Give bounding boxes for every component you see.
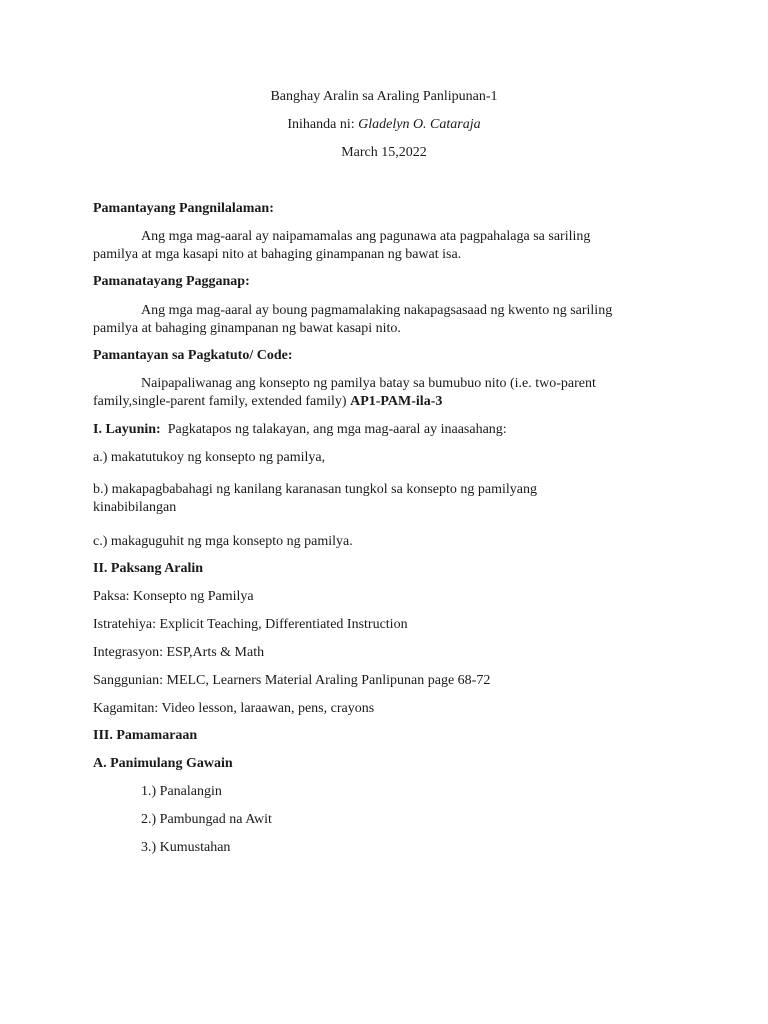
objectives-line — [93, 421, 507, 438]
competency-line2 — [93, 393, 442, 410]
objective-a: a.) makatutukoy ng konsepto ng pamilya, — [93, 450, 326, 465]
procedure-heading: III. Pamamaraan — [93, 728, 198, 743]
subject-materials: Kagamitan: Video lesson, laraawan, pens, crayons — [93, 701, 375, 716]
subject-topic: Paksa: Konsepto ng Pamilya — [93, 589, 254, 604]
competency-line1: Naipapaliwanag ang konsepto ng pamilya batay sa bumubuo nito (i.e. two-parent — [141, 376, 596, 391]
performance-standard-line1: Ang mga mag-aaral ay boung pagmamalaking nakapagsasaad ng kwento ng sariling — [141, 303, 613, 318]
objective-b-line2: kinabibilangan — [93, 500, 177, 515]
procedure-subheading: A. Panimulang Gawain — [93, 756, 233, 771]
subject-matter-heading: II. Paksang Aralin — [93, 561, 204, 576]
objective-c: c.) makaguguhit ng mga konsepto ng pamilya. — [93, 534, 353, 549]
subject-references: Sanggunian: MELC, Learners Material Araling Panlipunan page 68-72 — [93, 673, 491, 688]
prepared-by-name: Gladelyn O. Cataraja — [358, 117, 481, 132]
document-title: Banghay Aralin sa Araling Panlipunan-1 — [270, 89, 498, 104]
procedure-item: 3.) Kumustahan — [141, 840, 231, 855]
performance-standard-line2: pamilya at bahaging ginampanan ng bawat kasapi nito. — [93, 321, 401, 336]
content-standard-line2: pamilya at mga kasapi nito at bahaging ginampanan ng bawat isa. — [93, 247, 462, 262]
subject-strategy: Istratehiya: Explicit Teaching, Differentiated Instruction — [93, 617, 408, 632]
objective-b-line1: b.) makapagbabahagi ng kanilang karanasan tungkol sa konsepto ng pamilyang — [93, 482, 537, 497]
document-date: March 15,2022 — [341, 145, 427, 160]
procedure-item: 1.) Panalangin — [141, 784, 222, 799]
competency-code: AP1-PAM-ila-3 — [350, 394, 443, 409]
content-standard-line1: Ang mga mag-aaral ay naipamamalas ang pagunawa ata pagpahalaga sa sariling — [141, 229, 591, 244]
prepared-by — [0, 116, 768, 133]
subject-integration: Integrasyon: ESP,Arts & Math — [93, 645, 265, 660]
competency-line2-text: family,single-parent family, extended family) — [93, 394, 351, 409]
prepared-by-label: Inihanda ni: — [287, 117, 359, 132]
performance-standard-heading: Pamanatayang Pagganap: — [93, 274, 250, 289]
objectives-intro: Pagkatapos ng talakayan, ang mga mag-aaral ay inaasahang: — [160, 422, 507, 437]
competency-heading: Pamantayan sa Pagkatuto/ Code: — [93, 348, 293, 363]
content-standard-heading: Pamantayang Pangnilalaman: — [93, 201, 274, 216]
objectives-heading: I. Layunin: — [93, 422, 161, 437]
procedure-item: 2.) Pambungad na Awit — [141, 812, 272, 827]
